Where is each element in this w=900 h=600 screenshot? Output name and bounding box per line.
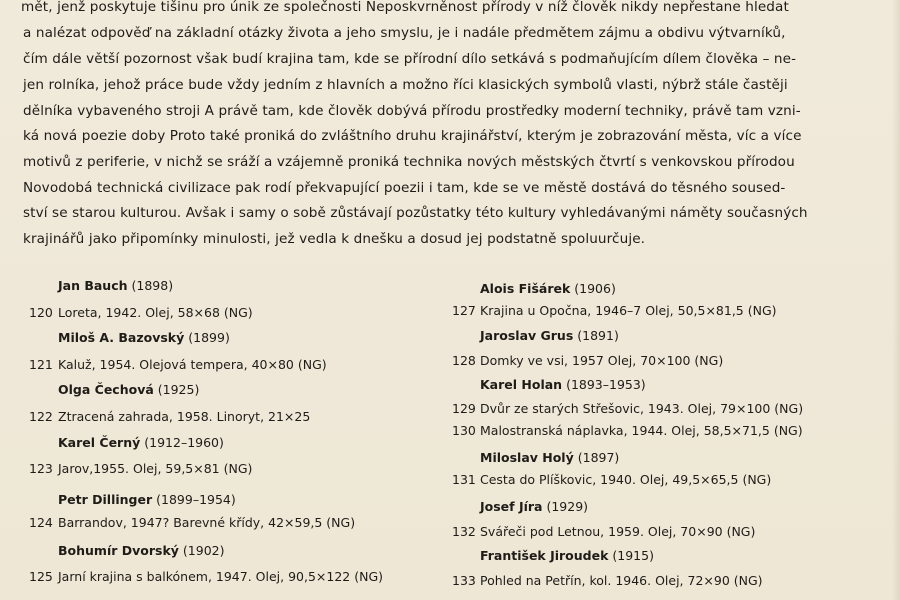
artist-dates: (1925)	[157, 382, 200, 397]
entry-number: 125	[29, 569, 53, 584]
artist-dates: (1893–1953)	[566, 377, 646, 392]
artist-name: Petr Dillinger	[58, 492, 153, 507]
artist-name: Miloslav Holý	[480, 450, 574, 465]
entry-work: Jarní krajina s balkónem, 1947. Olej, 90,5×122 (NG)	[58, 569, 384, 584]
entry-number: 131	[452, 472, 476, 487]
entry-work: Pohled na Petřín, kol. 1946. Olej, 72×90 (NG)	[480, 573, 763, 588]
entry-number: 121	[29, 357, 53, 372]
artist-dates: (1912–1960)	[144, 435, 224, 450]
artist-dates: (1899)	[188, 330, 230, 345]
paragraph-line: mět, jenž poskytuje tišinu pro únik ze společnosti Neposkvrněnost přírody v níž člověk nikdy nepřestane hledat	[21, 0, 789, 15]
paragraph-line: dělníka vybaveného stroji A právě tam, kde člověk dobývá přírodu prostředky moderní techniky, právě tam vzni-	[23, 103, 801, 119]
paragraph-line: ství se starou kulturou. Avšak i samy o sobě zůstávají pozůstatky této kultury vyhledávanými náměty současných	[23, 205, 808, 221]
entry-number: 128	[452, 353, 476, 368]
artist-name: Jan Bauch	[58, 278, 128, 293]
entry-number: 127	[452, 303, 476, 318]
paragraph-line: a nalézat odpověď na základní otázky života a jeho smyslu, je i nadále předmětem zájmu a obdivu výtvarníků,	[23, 25, 786, 41]
artist-heading	[58, 435, 224, 451]
entry-number: 123	[29, 461, 53, 476]
artist-heading	[480, 281, 616, 297]
artist-name: Miloš A. Bazovský	[58, 330, 185, 345]
artist-dates: (1915)	[612, 548, 654, 563]
entry-work: Ztracená zahrada, 1958. Linoryt, 21×25	[58, 409, 311, 424]
artist-heading	[480, 328, 619, 344]
entry-work: Malostranská náplavka, 1944. Olej, 58,5×71,5 (NG)	[480, 423, 803, 438]
artist-dates: (1891)	[577, 328, 619, 343]
paragraph-line: krajinářů jako připomínky minulosti, jež vedla k dnešku a dosud jej podstatně spoluurčuje.	[23, 231, 646, 247]
artist-dates: (1898)	[131, 278, 174, 293]
artist-heading	[58, 543, 224, 559]
entry-number: 124	[29, 515, 53, 530]
artist-heading	[480, 377, 646, 393]
artist-heading	[58, 278, 173, 294]
artist-name: Jaroslav Grus	[480, 328, 574, 343]
paragraph-line: ká nová poezie doby Proto také proniká do zvláštního druhu krajinářství, kterým je zobrazování města, víc a více	[23, 128, 802, 144]
paragraph-line: čím dále větší pozornost však budí krajina tam, kde se přírodní dílo setkává s podmaňujícím dílem člověka – ne-	[23, 51, 797, 67]
entry-work: Krajina u Opočna, 1946–7 Olej, 50,5×81,5 (NG)	[480, 303, 777, 318]
entry-number: 120	[29, 305, 53, 320]
artist-heading	[58, 492, 236, 508]
entry-work: Cesta do Plíškovic, 1940. Olej, 49,5×65,5 (NG)	[480, 472, 772, 487]
artist-dates: (1906)	[574, 281, 616, 296]
artist-name: Olga Čechová	[58, 382, 154, 397]
entry-work: Loreta, 1942. Olej, 58×68 (NG)	[58, 305, 253, 320]
entry-number: 133	[452, 573, 476, 588]
page-edge-shadow	[892, 0, 900, 600]
artist-name: Karel Černý	[58, 435, 141, 450]
artist-heading	[58, 330, 230, 346]
artist-dates: (1929)	[546, 499, 589, 514]
entry-number: 130	[452, 423, 476, 438]
entry-work: Domky ve vsi, 1957 Olej, 70×100 (NG)	[480, 353, 724, 368]
entry-number: 132	[452, 524, 476, 539]
artist-name: Alois Fišárek	[480, 281, 571, 296]
artist-heading	[480, 450, 619, 466]
entry-work: Svářeči pod Letnou, 1959. Olej, 70×90 (NG)	[480, 524, 756, 539]
entry-work: Jarov,1955. Olej, 59,5×81 (NG)	[58, 461, 253, 476]
artist-dates: (1902)	[182, 543, 225, 558]
artist-heading	[58, 382, 199, 398]
entry-number: 129	[452, 401, 476, 416]
artist-heading	[480, 499, 588, 515]
artist-dates: (1899–1954)	[156, 492, 236, 507]
artist-name: Josef Jíra	[480, 499, 543, 514]
entry-number: 122	[29, 409, 53, 424]
entry-work: Dvůr ze starých Střešovic, 1943. Olej, 79×100 (NG)	[480, 401, 804, 416]
paragraph-line: jen rolníka, jehož práce bude vždy jedním z hlavních a možno říci klasických symbolů vlasti, nýbrž stále častěji	[23, 77, 788, 93]
paragraph-line: motivů z periferie, v nichž se sráží a vzájemně proniká technika nových městských čtvrtí s venkovskou přírodou	[23, 154, 795, 170]
entry-work: Kaluž, 1954. Olejová tempera, 40×80 (NG)	[58, 357, 327, 372]
artist-name: Bohumír Dvorský	[58, 543, 179, 558]
artist-heading	[480, 548, 654, 564]
artist-name: František Jiroudek	[480, 548, 609, 563]
artist-dates: (1897)	[577, 450, 620, 465]
paragraph-line: Novodobá technická civilizace pak rodí překvapující poezii i tam, kde se ve městě dostává do těsného soused-	[23, 180, 786, 196]
artist-name: Karel Holan	[480, 377, 563, 392]
entry-work: Barrandov, 1947? Barevné křídy, 42×59,5 (NG)	[58, 515, 356, 530]
